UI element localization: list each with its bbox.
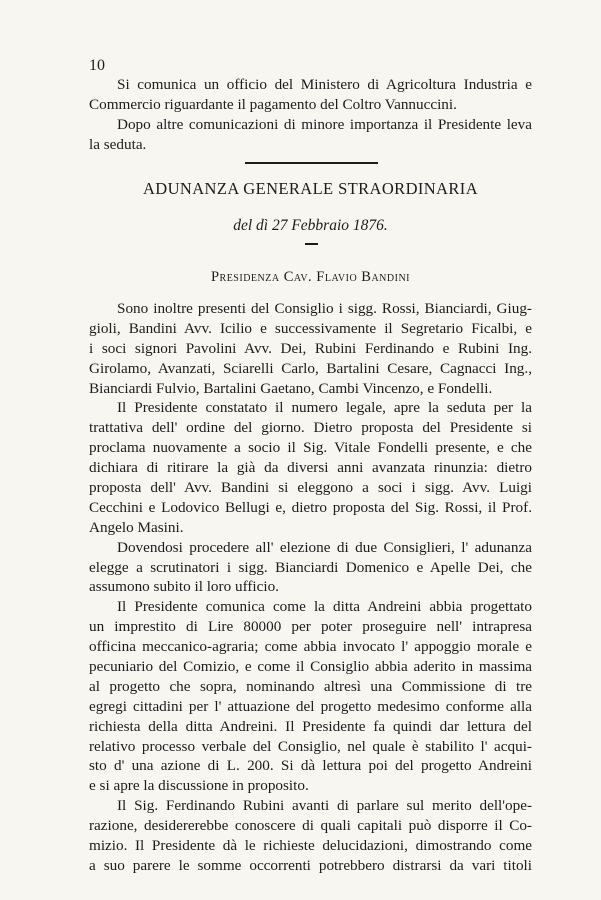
- text-line: assumono subito il loro ufficio.: [89, 578, 279, 596]
- presidency-line: Presidenza Cav. Flavio Bandini: [210, 269, 411, 285]
- text-line: dichiara di ritirare la già da diversi anni avanzata rinunzia: dietro: [89, 459, 532, 477]
- text-line: proposta dell' Avv. Bandini si eleggono a soci i sigg. Avv. Luigi: [89, 479, 532, 497]
- top-paragraphs: [89, 75, 532, 155]
- body-text: [89, 299, 532, 876]
- text-line: relativo processo verbale del Consiglio, nel quale è stabilito l' acqui-: [89, 737, 532, 755]
- text-line: elegge a scrutinatori i sigg. Bianciardi Domenico e Apelle Dei, che: [89, 558, 532, 576]
- text-line: Girolamo, Avanzati, Sciarelli Carlo, Bartalini Cesare, Cagnacci Ing.,: [89, 359, 532, 377]
- text-line: Dopo altre comunicazioni di minore importanza il Presidente leva: [117, 115, 532, 133]
- text-line: officina meccanico-agraria; come abbia invocato l' appoggio morale e: [89, 638, 532, 656]
- text-line: richiesta della ditta Andreini. Il Presidente fa quindi dar lettura del: [89, 717, 532, 735]
- short-divider: [305, 243, 318, 245]
- text-line: Il Presidente comunica come la ditta Andreini abbia progettato: [117, 598, 532, 616]
- page-number: 10: [89, 57, 105, 74]
- text-line: proclama nuovamente a socio il Sig. Vitale Fondelli presente, e che: [89, 439, 532, 457]
- text-line: Angelo Masini.: [89, 518, 184, 536]
- section-divider: [245, 162, 378, 164]
- section-title: ADUNANZA GENERALE STRAORDINARIA: [142, 179, 479, 198]
- text-line: un imprestito di Lire 80000 per poter proseguire nell' intrapresa: [89, 618, 532, 636]
- text-line: mizio. Il Presidente dà le richieste delucidazioni, dimostrando come: [89, 837, 532, 855]
- text-line: a suo parere le somme occorrenti potrebbero distrarsi da vari titoli: [89, 856, 532, 874]
- text-line: pecuniario del Comizio, e come il Consiglio abbia aderito in massima: [89, 658, 532, 676]
- text-line: gioli, Bandini Avv. Icilio e successivamente il Segretario Ficalbi, e: [89, 319, 532, 337]
- text-line: la seduta.: [89, 135, 147, 153]
- section-date: del dì 27 Febbraio 1876.: [233, 217, 388, 234]
- text-line: Sono inoltre presenti del Consiglio i sigg. Rossi, Bianciardi, Giug-: [117, 300, 532, 317]
- text-line: egregi cittadini per l' attuazione del progetto medesimo conforme alla: [89, 697, 532, 715]
- text-line: Cecchini e Lodovico Bellugi e, dietro proposta del Sig. Rossi, il Prof.: [89, 498, 532, 516]
- text-line: e si apre la discussione in proposito.: [89, 777, 309, 795]
- text-line: sto d' una azione di L. 200. Si dà lettura poi del progetto Andreini: [89, 757, 532, 775]
- text-line: Dovendosi procedere all' elezione di due Consiglieri, l' adunanza: [117, 538, 532, 556]
- text-line: Il Presidente constatato il numero legale, apre la seduta per la: [117, 399, 532, 417]
- text-line: Bianciardi Fulvio, Bartalini Gaetano, Cambi Vincenzo, e Fondelli.: [89, 379, 493, 397]
- text-line: Si comunica un officio del Ministero di Agricoltura Industria e: [117, 76, 532, 93]
- text-line: trattativa dell' ordine del giorno. Dietro proposta del Presidente si: [89, 419, 532, 437]
- text-line: Il Sig. Ferdinando Rubini avanti di parlare sul merito dell'ope-: [117, 797, 532, 815]
- text-line: razione, desidererebbe conoscere di quali capitali può disporre il Co-: [89, 817, 532, 835]
- text-line: al progetto che sopra, nominando altresì una Commissione di tre: [89, 677, 532, 695]
- text-line: i soci signori Pavolini Avv. Dei, Rubini Ferdinando e Rubini Ing.: [89, 339, 532, 357]
- text-line: Commercio riguardante il pagamento del Coltro Vannuccini.: [89, 95, 457, 113]
